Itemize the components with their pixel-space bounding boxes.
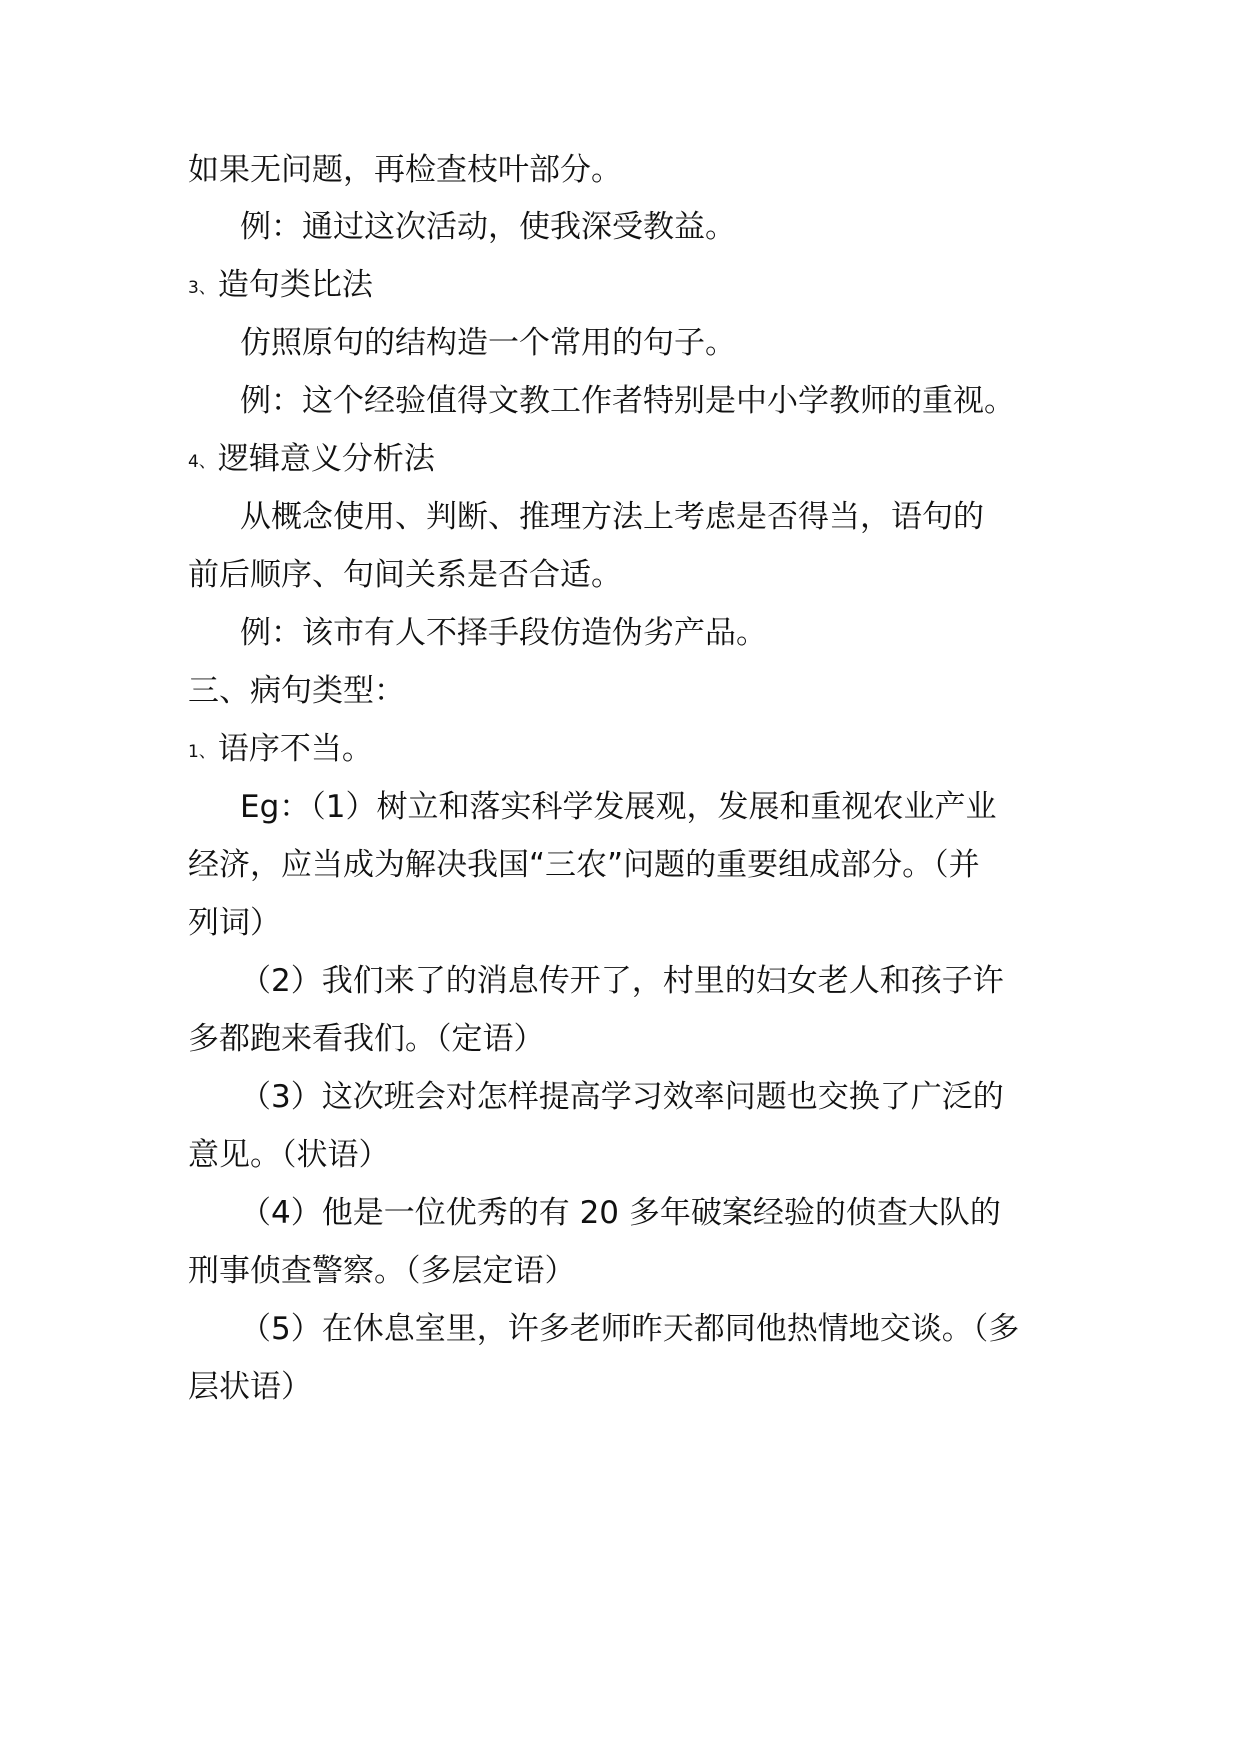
text-line: 层状语） — [188, 1369, 312, 1405]
text-line: 例：通过这次活动，使我深受教益。 — [240, 209, 736, 245]
section-heading: 3、造句类比法 — [188, 267, 373, 303]
text-line: 仿照原句的结构造一个常用的句子。 — [240, 325, 736, 361]
section-heading: 4、逻辑意义分析法 — [188, 441, 435, 477]
text-line: 多都跑来看我们。（定语） — [188, 1021, 545, 1057]
text-line: 例：这个经验值得文教工作者特别是中小学教师的重视。 — [240, 383, 1015, 419]
heading-number: 1、 — [188, 742, 216, 762]
text-line: （2）我们来了的消息传开了，村里的妇女老人和孩子许 — [240, 963, 1004, 999]
text-line: 列词） — [188, 905, 281, 941]
text-line: 意见。（状语） — [188, 1137, 390, 1173]
heading-number: 3、 — [188, 278, 216, 298]
text-line: （3）这次班会对怎样提高学习效率问题也交换了广泛的 — [240, 1079, 1004, 1115]
text-line: 前后顺序、句间关系是否合适。 — [188, 557, 622, 593]
text-line: Eg：（1）树立和落实科学发展观，发展和重视农业产业 — [240, 789, 997, 825]
text-line: 例：该市有人不择手段仿造伪劣产品。 — [240, 615, 767, 651]
section-heading: 1、语序不当。 — [188, 731, 373, 767]
heading-number: 4、 — [188, 452, 216, 472]
text-line: （4）他是一位优秀的有 20 多年破案经验的侦查大队的 — [240, 1195, 1001, 1231]
text-line: （5）在休息室里，许多老师昨天都同他热情地交谈。（多 — [240, 1311, 1020, 1347]
section-heading: 三、病句类型： — [188, 673, 405, 709]
text-line: 从概念使用、判断、推理方法上考虑是否得当，语句的 — [240, 499, 984, 535]
text-line: 经济，应当成为解决我国“三农”问题的重要组成部分。（并 — [188, 847, 980, 883]
text-line: 如果无问题，再检查枝叶部分。 — [188, 152, 622, 188]
text-line: 刑事侦查警察。（多层定语） — [188, 1253, 576, 1289]
